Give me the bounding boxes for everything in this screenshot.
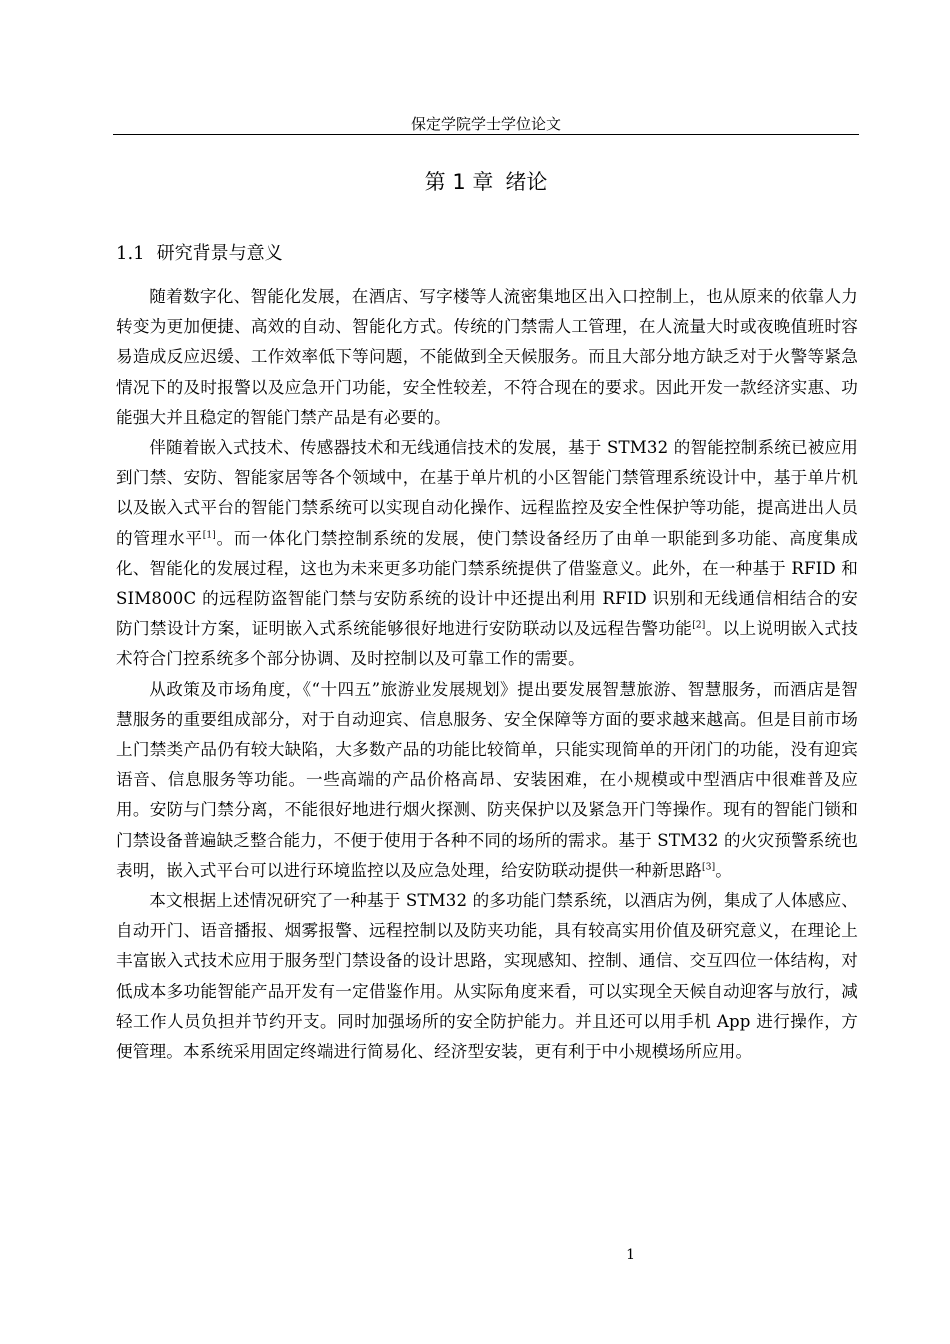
paragraph-1 xyxy=(116,282,858,433)
page-number: 1 xyxy=(626,1247,635,1263)
section-title-text: 研究背景与意义 xyxy=(156,243,283,264)
paragraph-3 xyxy=(116,675,858,886)
section-number: 1.1 xyxy=(116,243,145,264)
citation-2: [2] xyxy=(692,620,706,631)
running-header: 保定学院学士学位论文 xyxy=(410,115,561,133)
chapter-title-text: 绪论 xyxy=(505,170,548,194)
paragraph-text: 本文根据上述情况研究了一种基于 STM32 的多功能门禁系统，以酒店为例，集成了人体感应、自动开门、语音播报、烟雾报警、远程控制以及防夹功能，具有较高实用价值及研究意义，在理论上丰富嵌入式技术应用于服务型门禁设备的设计思路，实现感知、控制、通信、交互四位一体结构，对低成本多功能智能产品开发有一定借鉴作用。从实际角度来看，可以实现全天候自动迎客与放行，减轻工作人员负担并节约开支。同时加强场所的安全防护能力。并且还可以用手机 App 进行操作，方便管理。本系统采用固定终端进行简易化、经济型安装，更有利于中小规模场所应用。 xyxy=(116,891,858,1062)
header-rule xyxy=(113,134,859,135)
paragraph-text: 伴随着嵌入式技术、传感器技术和无线通信技术的发展，基于 STM32 的智能控制系统已被应用到门禁、安防、智能家居等各个领域中，在基于单片机的小区智能门禁管理系统设计中，基于单片机以及嵌入式平台的智能门禁系统可以实现自动化操作、远程监控及安全性保护等功能，提高进出人员的管理水平 xyxy=(116,438,858,548)
chapter-title xyxy=(113,166,859,198)
paragraph-2 xyxy=(116,433,858,675)
paragraph-text: 。以上说明嵌入式技术符合门控系统多个部分协调、及时控制以及可靠工作的需要。 xyxy=(116,619,858,669)
paragraph-text: 从政策及市场角度，《“十四五”旅游业发展规划》提出要发展智慧旅游、智慧服务，而酒店是智慧服务的重要组成部分，对于自动迎宾、信息服务、安全保障等方面的要求越来越高。但是目前市场上门禁类产品仍有较大缺陷，大多数产品的功能比较简单，只能实现简单的开闭门的功能，没有迎宾语音、信息服务等功能。一些高端的产品价格高昂、安装困难，在小规模或中型酒店中很难普及应用。安防与门禁分离，不能很好地进行烟火探测、防夹保护以及紧急开门等操作。现有的智能门锁和门禁设备普遍缺乏整合能力，不便于使用于各种不同的场所的需求。基于 STM32 的火灾预警系统也表明，嵌入式平台可以进行环境监控以及应急处理，给安防联动提供一种新思路 xyxy=(116,679,858,880)
section-title xyxy=(116,238,283,270)
paragraph-text: 随着数字化、智能化发展，在酒店、写字楼等人流密集地区出入口控制上，也从原来的依靠人力转变为更加便捷、高效的自动、智能化方式。传统的门禁需人工管理，在人流量大时或夜晚值班时容易造成反应迟缓、工作效率低下等问题，不能做到全天候服务。而且大部分地方缺乏对于火警等紧急情况下的及时报警以及应急开门功能，安全性较差，不符合现在的要求。因此开发一款经济实惠、功能强大并且稳定的智能门禁产品是有必要的。 xyxy=(116,287,858,427)
chapter-number: 第 1 章 xyxy=(424,170,494,194)
citation-3: [3] xyxy=(702,862,716,873)
body-text xyxy=(116,282,858,1067)
paragraph-text: 。 xyxy=(715,860,732,880)
paragraph-4 xyxy=(116,886,858,1067)
paragraph-text: 。而一体化门禁控制系统的发展，使门禁设备经历了由单一职能到多功能、高度集成化、智能化的发展过程，这也为未来更多功能门禁系统提供了借鉴意义。此外，在一种基于 RFID 和 SIM800C 的远程防盗智能门禁与安防系统的设计中还提出利用 RFID 识别和无线通信相结合的安防门禁设计方案，证明嵌入式系统能够很好地进行安防联动以及远程告警功能 xyxy=(116,528,858,639)
citation-1: [1] xyxy=(202,530,216,541)
